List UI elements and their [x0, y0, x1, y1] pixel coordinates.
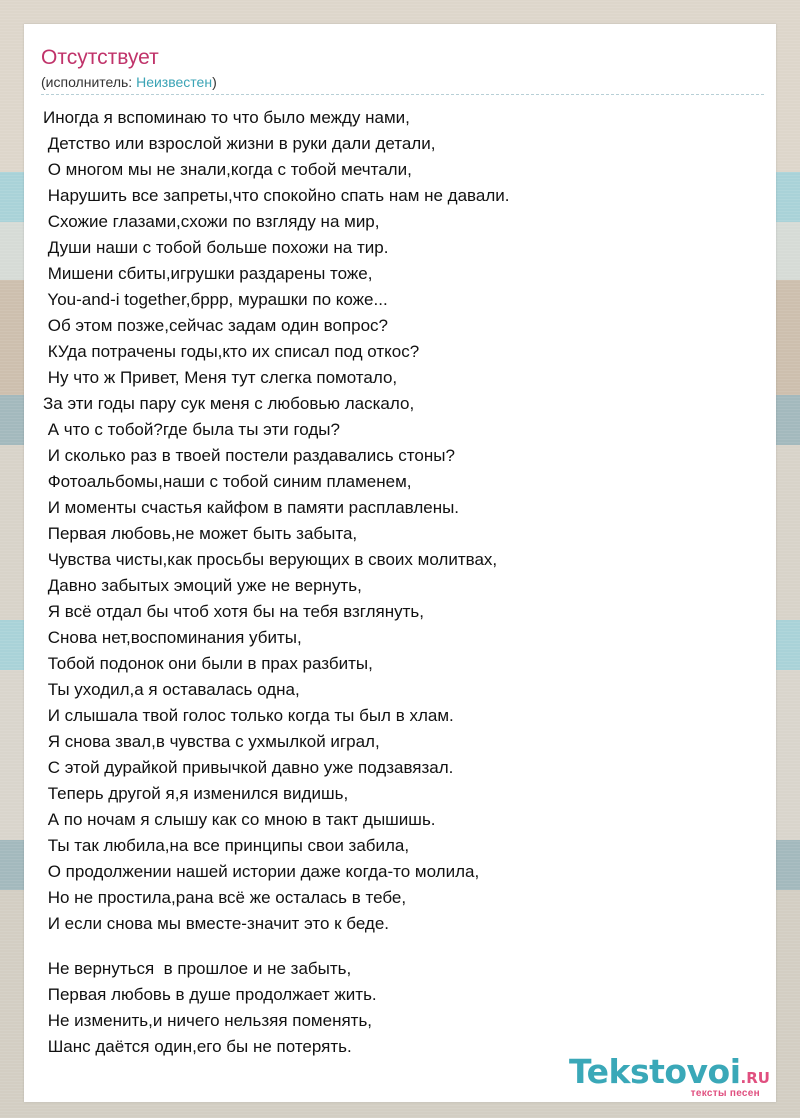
lyric-line: Ты так любила,на все принципы свои забила,: [43, 836, 410, 855]
lyric-line: Не изменить,и ничего нельзяя поменять,: [43, 1011, 373, 1030]
title-divider: [41, 94, 764, 95]
lyric-line: Нарушить все запреты,что спокойно спать нам не давали.: [43, 186, 510, 205]
logo-name: Tekstovoi: [569, 1052, 741, 1091]
lyric-line: Снова нет,воспоминания убиты,: [43, 628, 302, 647]
lyric-line: Фотоальбомы,наши с тобой синим пламенем,: [43, 472, 412, 491]
lyric-line: Я всё отдал бы чтоб хотя бы на тебя взглянуть,: [43, 602, 424, 621]
lyric-line: Я снова звал,в чувства с ухмылкой играл,: [43, 732, 380, 751]
lyric-line: С этой дурайкой привычкой давно уже подзавязал.: [43, 758, 454, 777]
lyric-line: Но не простила,рана всё же осталась в тебе,: [43, 888, 407, 907]
lyric-line: Не вернуться в прошлое и не забыть,: [43, 959, 352, 978]
artist-suffix: ): [212, 74, 217, 90]
lyric-line: Шанс даётся один,его бы не потерять.: [43, 1037, 352, 1056]
lyric-line: Чувства чисты,как просьбы верующих в своих молитвах,: [43, 550, 498, 569]
lyric-line: О многом мы не знали,когда с тобой мечтали,: [43, 160, 412, 179]
lyric-line: И моменты счастья кайфом в памяти расплавлены.: [43, 498, 460, 517]
site-logo[interactable]: [569, 1054, 774, 1099]
song-title: Отсутствует: [41, 46, 159, 69]
lyric-line: Души наши с тобой больше похожи на тир.: [43, 238, 389, 257]
lyric-line: За эти годы пару сук меня с любовью ласкало,: [43, 394, 415, 413]
stanza-break: [43, 937, 768, 956]
lyric-line: Теперь другой я,я изменился видишь,: [43, 784, 349, 803]
lyric-line: Тобой подонок они были в прах разбиты,: [43, 654, 373, 673]
lyric-line: КУда потрачены годы,кто их списал под откос?: [43, 342, 420, 361]
lyric-line: Первая любовь в душе продолжает жить.: [43, 985, 377, 1004]
lyric-line: Иногда я вспоминаю то что было между нами,: [43, 108, 410, 127]
artist-link[interactable]: Неизвестен: [136, 74, 213, 90]
logo-tld: .RU: [740, 1069, 770, 1087]
lyric-line: Мишени сбиты,игрушки раздарены тоже,: [43, 264, 373, 283]
lyric-line: А что с тобой?где была ты эти годы?: [43, 420, 340, 439]
lyrics-text: [43, 105, 768, 1060]
lyric-line: И слышала твой голос только когда ты был в хлам.: [43, 706, 454, 725]
lyric-line: И сколько раз в твоей постели раздавались стоны?: [43, 446, 455, 465]
logo-tagline: тексты песен: [690, 1088, 760, 1099]
artist-prefix: (исполнитель:: [41, 74, 137, 90]
lyric-line: Ну что ж Привет, Меня тут слегка помотало,: [43, 368, 398, 387]
lyric-line: Давно забытых эмоций уже не вернуть,: [43, 576, 362, 595]
artist-line: [41, 74, 217, 90]
lyric-line: Ты уходил,а я оставалась одна,: [43, 680, 300, 699]
lyric-line: Схожие глазами,схожи по взгляду на мир,: [43, 212, 380, 231]
lyric-line: Первая любовь,не может быть забыта,: [43, 524, 358, 543]
lyric-line: И если снова мы вместе-значит это к беде.: [43, 914, 390, 933]
lyric-line: А по ночам я слышу как со мною в такт дышишь.: [43, 810, 436, 829]
lyric-line: Об этом позже,сейчас задам один вопрос?: [43, 316, 388, 335]
lyrics-page: [24, 24, 776, 1102]
lyric-line: О продолжении нашей истории даже когда-то молила,: [43, 862, 480, 881]
lyric-line: Детство или взрослой жизни в руки дали детали,: [43, 134, 436, 153]
lyric-line: You-and-i together,бррр, мурашки по коже...: [43, 290, 388, 309]
